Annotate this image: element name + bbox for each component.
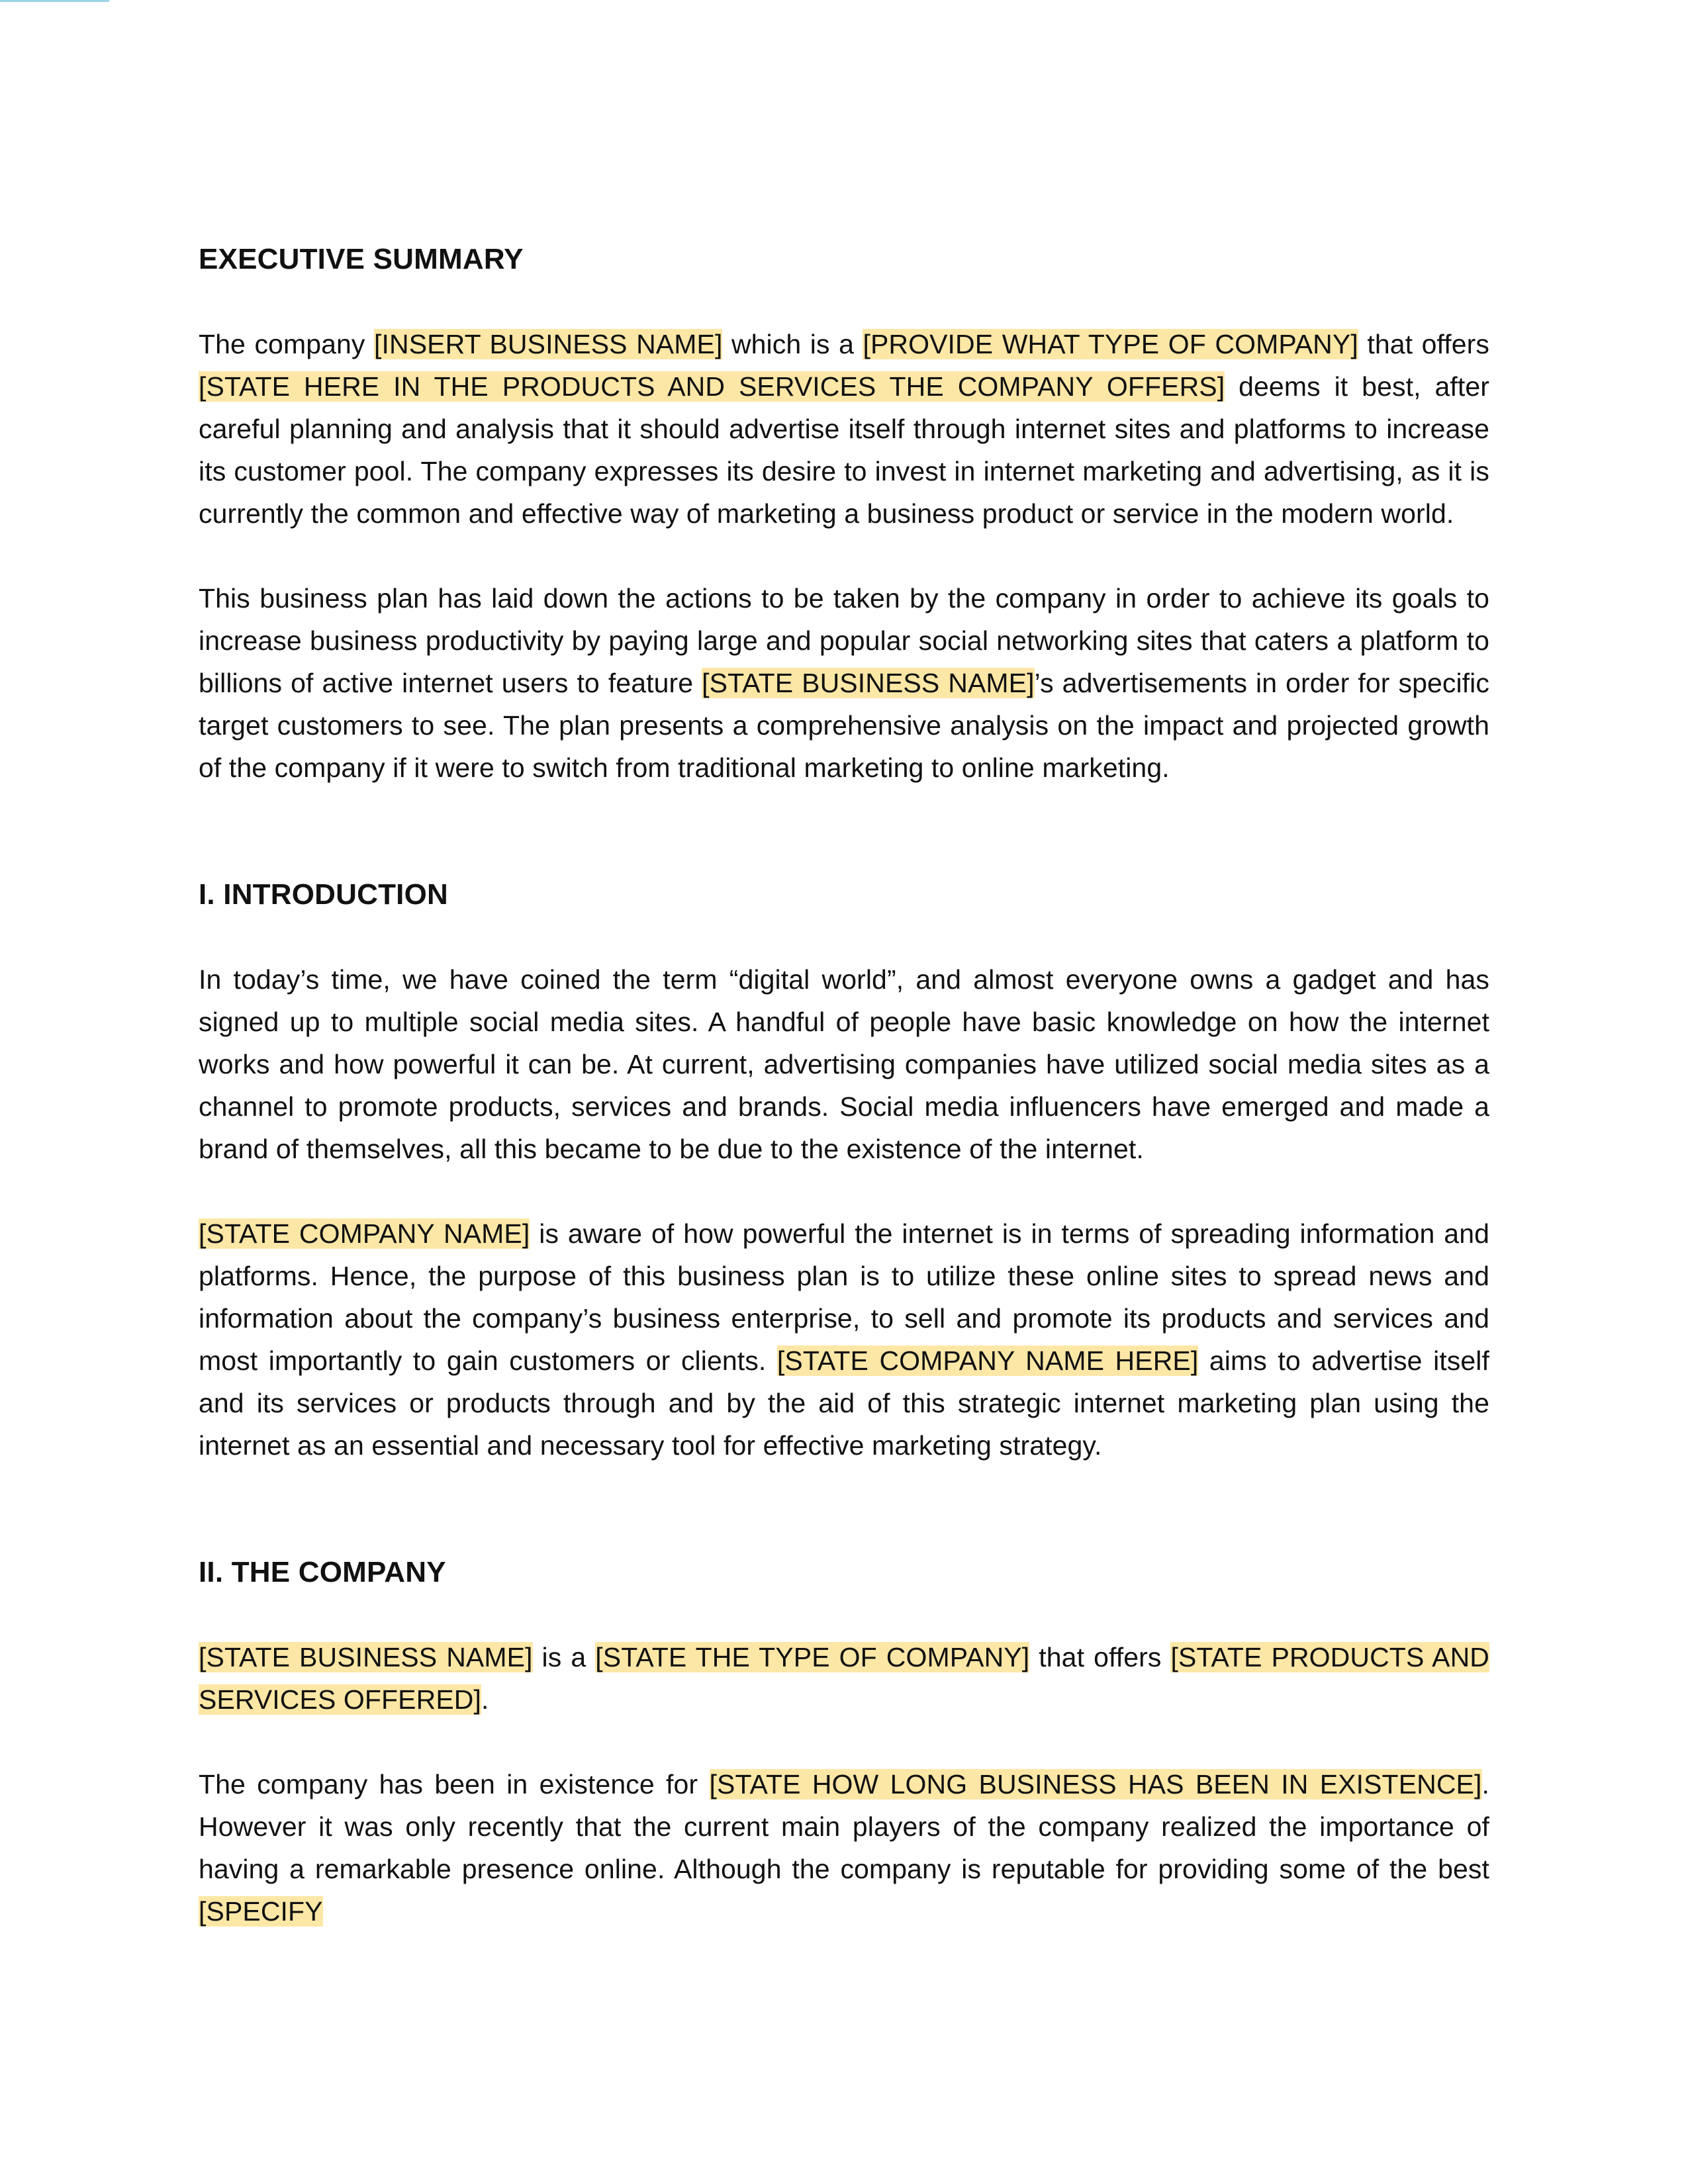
text-run: This business plan has laid down the actions to be taken by the company in order to achieve its goals to increase business productivity by paying large and popular social networking sites that caters a platform to billions of active internet users to feature: [199, 583, 1489, 698]
text-run: that offers: [1358, 329, 1490, 359]
document-page: [199, 238, 1489, 1933]
placeholder-business-name: [STATE BUSINESS NAME]: [702, 668, 1035, 698]
placeholder-existence-duration: [STATE HOW LONG BUSINESS HAS BEEN IN EXISTENCE]: [709, 1769, 1482, 1799]
top-accent-line: [0, 0, 109, 2]
introduction-heading: I. INTRODUCTION: [199, 878, 448, 911]
placeholder-company-type: [STATE THE TYPE OF COMPANY]: [595, 1642, 1030, 1672]
introduction-paragraph-2: [199, 1212, 1489, 1467]
text-run: The company: [199, 329, 375, 359]
executive-summary-heading: EXECUTIVE SUMMARY: [199, 243, 524, 275]
company-paragraph-1: [199, 1636, 1489, 1721]
text-run: aims to advertise itself and its services or products through and by the aid of this strategic internet marketing plan using the internet as an essential and necessary tool for effective marketing strategy.: [199, 1345, 1489, 1461]
placeholder-business-name: [STATE BUSINESS NAME]: [199, 1642, 533, 1672]
text-run: which is a: [722, 329, 863, 359]
placeholder-company-name-here: [STATE COMPANY NAME HERE]: [776, 1345, 1199, 1376]
text-run: is aware of how powerful the internet is in terms of spreading information and platforms. Hence, the purpose of this business plan is to utilize these online sites to spread news and information about the company’s business enterprise, to sell and promote its products and services and most importantly to gain customers or clients.: [199, 1218, 1489, 1376]
placeholder-products-services: [STATE PRODUCTS AND SERVICES OFFERED]: [199, 1642, 1490, 1715]
company-heading: II. THE COMPANY: [199, 1556, 446, 1588]
placeholder-business-name: [INSERT BUSINESS NAME]: [374, 329, 723, 359]
text-run: .: [481, 1684, 489, 1715]
text-run: that offers: [1029, 1642, 1171, 1672]
text-run: is a: [532, 1642, 596, 1672]
placeholder-specify: [SPECIFY: [199, 1896, 323, 1927]
introduction-paragraph-1: [199, 958, 1489, 1170]
text-run: ’s advertisements in order for specific target customers to see. The plan presents a comprehensive analysis on the impact and projected growth of the company if it were to switch from traditional marketing to online marketing.: [199, 668, 1489, 783]
text-run: The company has been in existence for: [199, 1769, 710, 1799]
placeholder-products-services: [STATE HERE IN THE PRODUCTS AND SERVICES THE COMPANY OFFERS]: [199, 371, 1225, 402]
text-run: . However it was only recently that the current main players of the company realized the importance of having a remarkable presence online. Although the company is reputable for providing some of the best: [199, 1769, 1489, 1884]
placeholder-company-name: [STATE COMPANY NAME]: [199, 1218, 530, 1249]
company-paragraph-2: [199, 1763, 1489, 1933]
executive-summary-paragraph-2: [199, 577, 1489, 789]
executive-summary-paragraph-1: [199, 323, 1489, 535]
text-run: deems it best, after careful planning and analysis that it should advertise itself through internet sites and platforms to increase its customer pool. The company expresses its desire to invest in internet marketing and advertising, as it is currently the common and effective way of marketing a business product or service in the modern world.: [199, 371, 1489, 529]
placeholder-company-type: [PROVIDE WHAT TYPE OF COMPANY]: [863, 329, 1358, 359]
text-run: In today’s time, we have coined the term “digital world”, and almost everyone owns a gadget and has signed up to multiple social media sites. A handful of people have basic knowledge on how the internet works and how powerful it can be. At current, advertising companies have utilized social media sites as a channel to promote products, services and brands. Social media influencers have emerged and made a brand of themselves, all this became to be due to the existence of the internet.: [199, 964, 1489, 1164]
